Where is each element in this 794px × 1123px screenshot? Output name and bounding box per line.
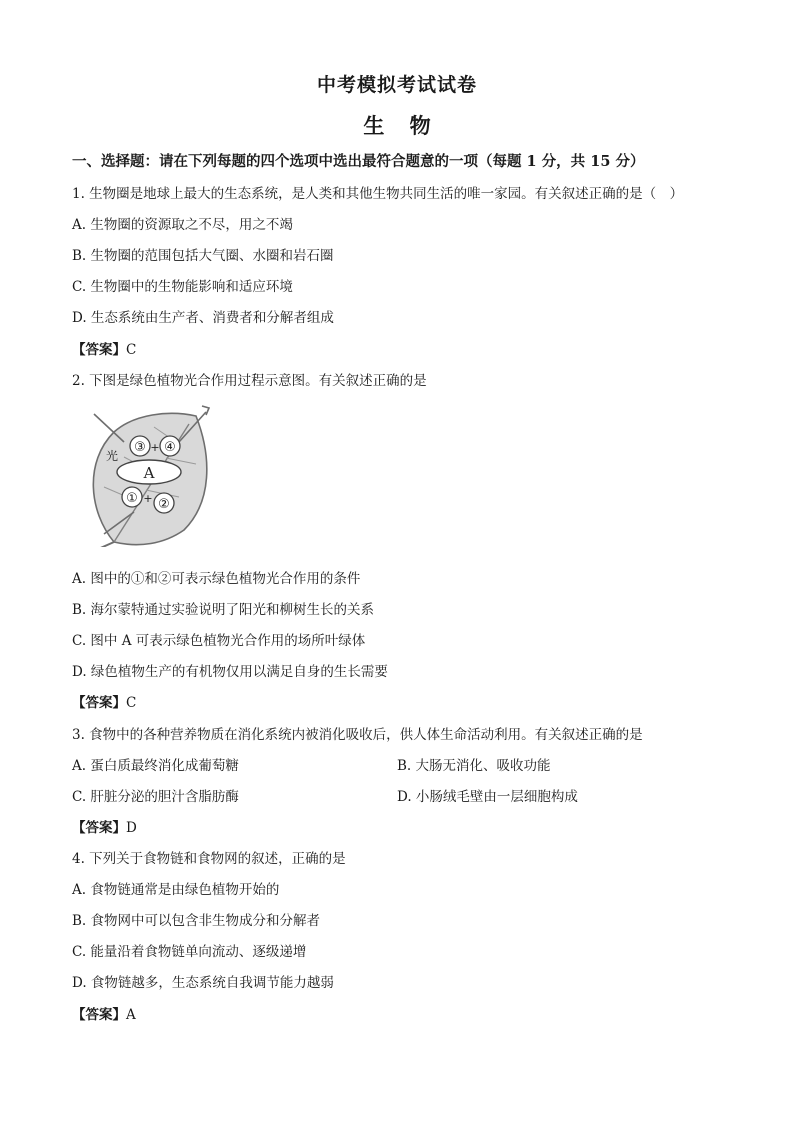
- answer-value: A: [126, 1007, 136, 1023]
- question-2-option-c: C. 图中 A 可表示绿色植物光合作用的场所叶绿体: [72, 633, 366, 649]
- answer-tag: 【答案】: [72, 1007, 126, 1023]
- question-3-option-b: B. 大肠无消化、吸收功能: [397, 758, 551, 774]
- question-2-stem: 2. 下图是绿色植物光合作用过程示意图。有关叙述正确的是: [72, 373, 427, 389]
- subject-title: 生 物: [363, 113, 431, 138]
- question-4-answer: [72, 1003, 136, 1023]
- question-1-option-c: C. 生物圈中的生物能影响和适应环境: [72, 279, 293, 295]
- question-4-stem: 4. 下列关于食物链和食物网的叙述，正确的是: [72, 851, 346, 867]
- question-1-option-b: B. 生物圈的范围包括大气圈、水圈和岩石圈: [72, 248, 334, 264]
- question-3-answer: [72, 816, 137, 836]
- question-3-option-a: A. 蛋白质最终消化成葡萄糖: [72, 758, 239, 774]
- question-4-option-d: D. 食物链越多，生态系统自我调节能力越弱: [72, 975, 334, 991]
- photosynthesis-diagram: [84, 402, 214, 547]
- plus-sign-bottom: +: [143, 492, 153, 505]
- light-label: 光: [106, 449, 119, 463]
- question-2-option-a: A. 图中的①和②可表示绿色植物光合作用的条件: [72, 571, 361, 587]
- leaf-diagram-svg: [84, 402, 214, 547]
- question-3-option-c: C. 肝脏分泌的胆汁含脂肪酶: [72, 789, 239, 805]
- question-1-answer: [72, 338, 136, 358]
- answer-tag: 【答案】: [72, 695, 126, 711]
- answer-value: C: [126, 695, 137, 711]
- answer-tag: 【答案】: [72, 342, 126, 358]
- question-2-option-b: B. 海尔蒙特通过实验说明了阳光和柳树生长的关系: [72, 602, 375, 618]
- circle-1-label: ①: [126, 491, 138, 506]
- section-heading: 一、选择题：请在下列每题的四个选项中选出最符合题意的一项（每题 1 分，共 15 分）: [72, 153, 645, 170]
- circle-3-label: ③: [134, 440, 146, 455]
- circle-2-label: ②: [158, 497, 170, 512]
- plus-sign-top: +: [150, 441, 160, 454]
- answer-tag: 【答案】: [72, 820, 126, 836]
- question-2-option-d: D. 绿色植物生产的有机物仅用以满足自身的生长需要: [72, 664, 388, 680]
- answer-value: C: [126, 342, 137, 358]
- circle-4-label: ④: [164, 440, 176, 455]
- question-4-option-c: C. 能量沿着食物链单向流动、逐级递增: [72, 944, 307, 960]
- question-3-stem: 3. 食物中的各种营养物质在消化系统内被消化吸收后，供人体生命活动利用。有关叙述正确的是: [72, 727, 643, 743]
- page-title: 中考模拟考试试卷: [316, 74, 477, 96]
- question-1-option-d: D. 生态系统由生产者、消费者和分解者组成: [72, 310, 334, 326]
- question-4-option-a: A. 食物链通常是由绿色植物开始的: [72, 882, 280, 898]
- question-1-option-a: A. 生物圈的资源取之不尽，用之不竭: [72, 217, 293, 233]
- question-2-answer: [72, 691, 136, 711]
- center-label: A: [143, 464, 155, 482]
- question-4-option-b: B. 食物网中可以包含非生物成分和分解者: [72, 913, 321, 929]
- question-3-option-d: D. 小肠绒毛壁由一层细胞构成: [397, 789, 578, 805]
- answer-value: D: [126, 820, 137, 836]
- question-1-stem: 1. 生物圈是地球上最大的生态系统，是人类和其他生物共同生活的唯一家园。有关叙述正确的是（ ）: [72, 186, 684, 202]
